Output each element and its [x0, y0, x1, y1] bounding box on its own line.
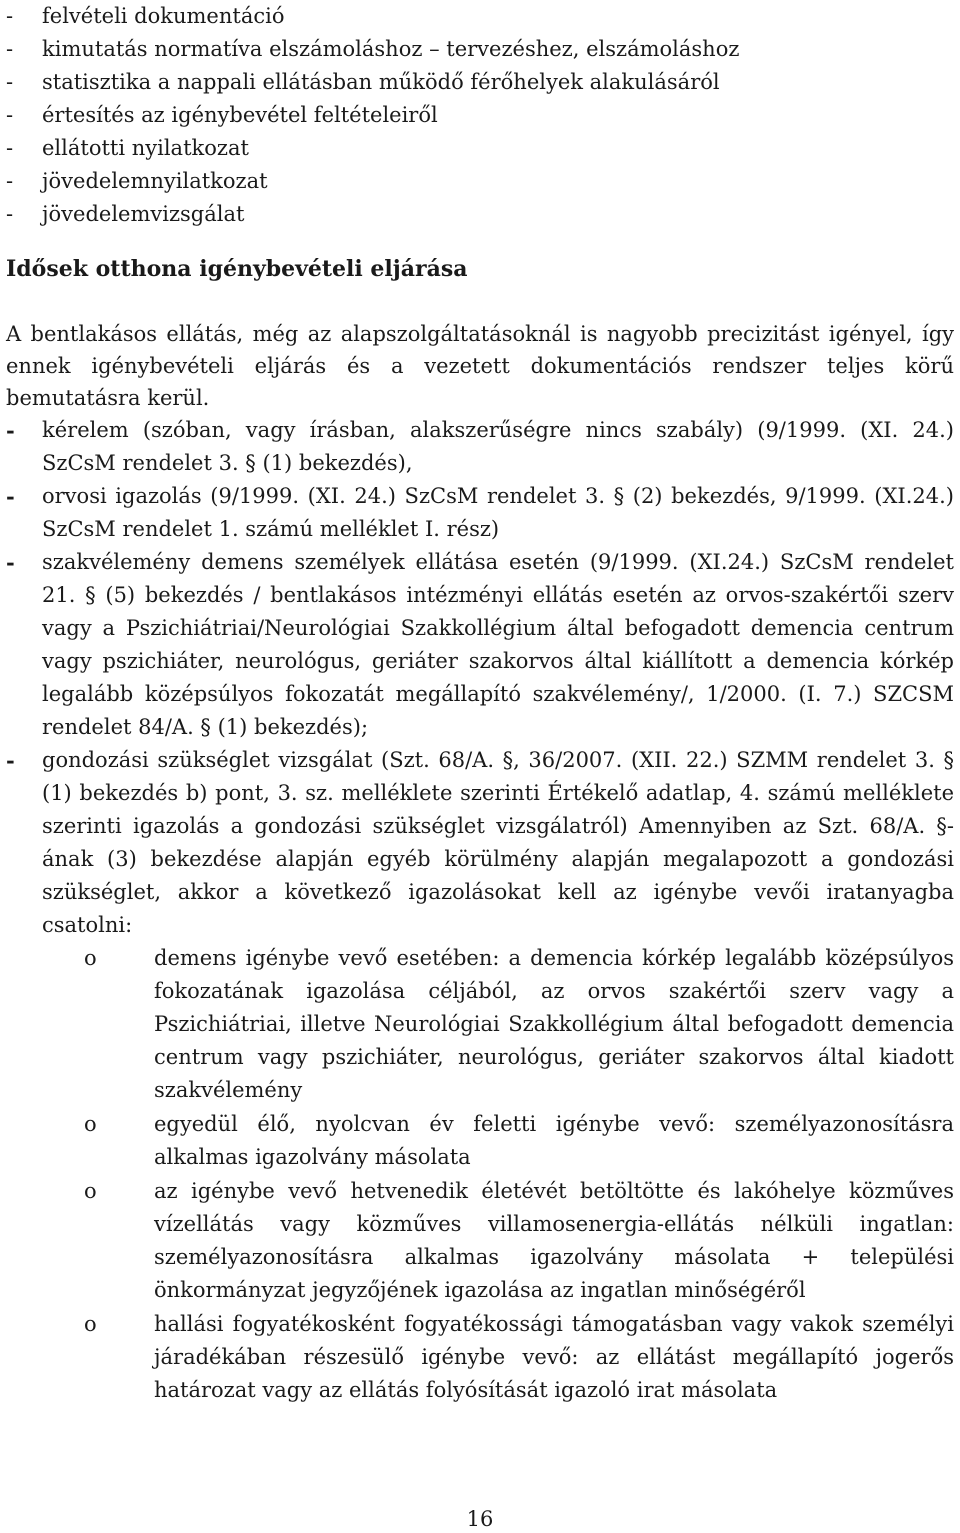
list-item-text: ellátotti nyilatkozat — [42, 136, 249, 160]
intro-paragraph: A bentlakásos ellátás, még az alapszolgáltatásoknál is nagyobb precizitást igényel, így ennek igénybevételi eljárás és a vezetett dokumentációs rendszer teljes körű bemutatásra kerül. — [6, 322, 954, 410]
requirement-item — [6, 546, 954, 744]
documentation-list — [6, 0, 954, 231]
sub-list-item — [6, 1308, 954, 1407]
section-heading: Idősek otthona igénybevételi eljárása — [6, 256, 468, 282]
requirement-item — [6, 480, 954, 546]
list-item-text: felvételi dokumentáció — [42, 4, 285, 28]
dash-marker: - — [6, 103, 14, 127]
list-item-text: jövedelemnyilatkozat — [42, 169, 268, 193]
dash-marker: - — [6, 418, 15, 443]
requirement-text: kérelem (szóban, vagy írásban, alakszerűségre nincs szabály) (9/1999. (XI. 24.) SzCsM rendelet 3. § (1) bekezdés), — [42, 418, 954, 475]
list-item-text: értesítés az igénybevétel feltételeiről — [42, 103, 438, 127]
requirements-list — [6, 414, 954, 942]
dash-marker: - — [6, 550, 15, 575]
sub-item-text: egyedül élő, nyolcvan év feletti igénybe vevő: személyazonosításra alkalmas igazolvány másolata — [154, 1112, 954, 1169]
dash-marker: - — [6, 202, 14, 226]
requirement-text: orvosi igazolás (9/1999. (XI. 24.) SzCsM rendelet 3. § (2) bekezdés, 9/1999. (XI.24.) SzCsM rendelet 1. számú melléklet I. rész) — [42, 484, 954, 541]
list-item — [6, 66, 954, 99]
circle-bullet-marker: o — [84, 1179, 97, 1203]
sub-list-item — [6, 1175, 954, 1307]
list-item — [6, 33, 954, 66]
requirement-text: szakvélemény demens személyek ellátása esetén (9/1999. (XI.24.) SzCsM rendelet 21. § (5) bekezdés / bentlakásos intézményi ellátás esetén az orvos-szakértői szerv vagy a Pszichiátriai/Neurológiai Szakkollégium által befogadott demencia centrum vagy pszichiáter, neurológus, geriáter szakorvos által kiállított a demencia kórkép legalább középsúlyos fokozatát megállapító szakvélemény/, 1/2000. (I. 7.) SZCSM rendelet 84/A. § (1) bekezdés); — [42, 550, 954, 739]
requirement-item — [6, 744, 954, 942]
dash-marker: - — [6, 748, 15, 773]
circle-bullet-marker: o — [84, 1112, 97, 1136]
dash-marker: - — [6, 169, 14, 193]
sub-item-text: hallási fogyatékosként fogyatékossági támogatásban vagy vakok személyi járadékában részesülő igénybe vevő: az ellátást megállapító jogerős határozat vagy az ellátás folyósítását igazoló irat másolata — [154, 1312, 954, 1402]
list-item-text: jövedelemvizsgálat — [42, 202, 245, 226]
sub-list-item — [6, 942, 954, 1107]
sub-item-text: az igénybe vevő hetvenedik életévét betöltötte és lakóhelye közműves vízellátás vagy közműves villamosenergia-ellátás nélküli ingatlan: személyazonosításra alkalmas igazolvány másolata + települési önkormányzat jegyzőjének igazolása az ingatlan minőségéről — [154, 1179, 954, 1302]
sub-list-item — [6, 1108, 954, 1174]
requirement-text: gondozási szükséglet vizsgálat (Szt. 68/A. §, 36/2007. (XII. 22.) SZMM rendelet 3. § (1) bekezdés b) pont, 3. sz. melléklete szerinti Értékelő adatlap, 4. számú melléklete szerinti igazolás a gondozási szükséglet vizsgálatról) Amennyiben az Szt. 68/A. §-ának (3) bekezdése alapján egyéb körülmény alapján megalapozott a gondozási szükséglet, akkor a következő igazolásokat kell az igénybe vevői iratanyagba csatolni: — [42, 748, 954, 937]
document-page — [6, 0, 954, 1533]
circle-bullet-marker: o — [84, 1312, 97, 1336]
page-number: 16 — [466, 1507, 494, 1531]
requirement-item — [6, 414, 954, 480]
list-item — [6, 132, 954, 165]
list-item — [6, 0, 954, 33]
list-item-text: kimutatás normatíva elszámoláshoz – tervezéshez, elszámoláshoz — [42, 37, 740, 61]
certificate-sub-list — [6, 942, 954, 1407]
list-item-text: statisztika a nappali ellátásban működő férőhelyek alakulásáról — [42, 70, 720, 94]
list-item — [6, 198, 954, 231]
dash-marker: - — [6, 4, 14, 28]
sub-item-text: demens igénybe vevő esetében: a demencia kórkép legalább középsúlyos fokozatának igazolása céljából, az orvos szakértői szerv vagy a Pszichiátriai, illetve Neurológiai Szakkollégium által befogadott demencia centrum vagy pszichiáter, neurológus, geriáter szakorvos által kiadott szakvélemény — [154, 946, 954, 1102]
dash-marker: - — [6, 484, 15, 509]
circle-bullet-marker: o — [84, 946, 97, 970]
dash-marker: - — [6, 136, 14, 160]
list-item — [6, 165, 954, 198]
dash-marker: - — [6, 70, 14, 94]
list-item — [6, 99, 954, 132]
dash-marker: - — [6, 37, 14, 61]
